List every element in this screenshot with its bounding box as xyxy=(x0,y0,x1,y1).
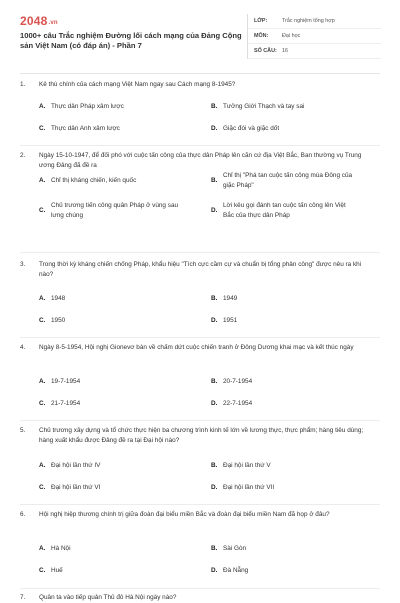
option-letter: D. xyxy=(211,125,218,132)
option-letter: D. xyxy=(211,207,218,214)
question-body: Trong thời kỳ kháng chiến chống Pháp, khẩu hiệu "Tích cực cầm cự và chuẩn bị tổng phản công" được nêu ra khi nào? xyxy=(39,261,362,278)
question-text xyxy=(20,80,380,90)
question-body: Kẻ thù chính của cách mạng Việt Nam ngay sau Cách mạng 8-1945? xyxy=(39,81,236,88)
option-text: Đà Nẵng xyxy=(223,567,249,574)
option-b[interactable] xyxy=(211,294,353,304)
meta-value: 16 xyxy=(282,48,288,54)
meta-row-subject xyxy=(248,29,381,44)
option-a[interactable] xyxy=(39,294,181,304)
option-letter: A. xyxy=(39,545,46,552)
option-text: 1951 xyxy=(223,317,238,324)
option-text: 19-7-1954 xyxy=(51,378,81,385)
option-letter: C. xyxy=(39,207,46,214)
option-letter: C. xyxy=(39,567,46,574)
meta-key: LỚP: xyxy=(254,18,268,24)
option-text: 1950 xyxy=(51,317,66,324)
question-number: 1. xyxy=(20,81,26,88)
option-text: Giặc đói và giặc dốt xyxy=(223,125,280,132)
option-c[interactable] xyxy=(39,566,181,576)
question-number: 5. xyxy=(20,427,26,434)
question-text xyxy=(20,151,380,171)
meta-key: SỐ CÂU: xyxy=(254,48,277,54)
option-letter: C. xyxy=(39,400,46,407)
option-text: Đại hội lần thứ VII xyxy=(223,484,275,491)
option-letter: B. xyxy=(211,378,218,385)
option-text: Chủ trương tiến công quân Pháp ở vùng sau lưng chúng xyxy=(51,202,179,219)
question-text xyxy=(20,426,380,446)
option-c[interactable] xyxy=(39,399,181,409)
question-divider xyxy=(20,252,380,253)
meta-table xyxy=(247,14,381,59)
option-text: Hà Nội xyxy=(51,545,71,552)
question-body: Chủ trương xây dựng và tổ chức thực hiện ba chương trình kinh tế lớn về lương thực, thực phẩm; hàng tiêu dùng; hàng xuất khẩu được Đảng đề ra tại Đại hội nào? xyxy=(39,427,364,444)
option-b[interactable] xyxy=(211,544,353,554)
question-body: Quân ta vào tiếp quản Thủ đô Hà Nội ngày nào? xyxy=(39,594,177,601)
option-text: Đại hội lần thứ V xyxy=(223,462,271,469)
question-number: 6. xyxy=(20,511,26,518)
option-b[interactable] xyxy=(211,377,353,387)
question-divider xyxy=(20,145,380,146)
document-header xyxy=(20,14,380,70)
option-b[interactable] xyxy=(211,171,353,191)
question-body: Hội nghị hiệp thương chính trị giữa đoàn đại biểu miền Bắc và đoàn đại biểu miền Nam đã họp ở đâu? xyxy=(39,511,330,518)
question-divider xyxy=(20,337,380,338)
logo-text: 2048 xyxy=(20,14,48,28)
question-number: 7. xyxy=(20,594,26,601)
option-d[interactable] xyxy=(211,124,353,134)
option-a[interactable] xyxy=(39,544,181,554)
meta-row-count xyxy=(248,44,381,59)
option-text: 20-7-1954 xyxy=(223,378,253,385)
meta-key: MÔN: xyxy=(254,33,269,39)
question-divider xyxy=(20,420,380,421)
option-letter: B. xyxy=(211,545,218,552)
option-text: 22-7-1954 xyxy=(223,400,253,407)
option-letter: C. xyxy=(39,484,46,491)
option-text: Chỉ thị "Phá tan cuộc tấn công mùa Đông của giặc Pháp" xyxy=(223,172,353,189)
option-text: Thực dân Pháp xâm lược xyxy=(51,103,124,110)
option-text: Đại hội lần thứ VI xyxy=(51,484,101,491)
option-b[interactable] xyxy=(211,102,353,112)
option-letter: D. xyxy=(211,317,218,324)
site-logo[interactable] xyxy=(20,14,58,28)
question-body: Ngày 8-5-1954, Hội nghị Gionevơ bàn về chấm dứt cuộc chiến tranh ở Đông Dương khai mạc và kết thúc ngày xyxy=(39,344,354,351)
option-letter: D. xyxy=(211,400,218,407)
question-body: Ngày 15-10-1947, để đối phó với cuộc tấn công của thực dân Pháp lên căn cứ địa Việt Bắc, Ban thường vụ Trung ương Đảng đã đề ra xyxy=(39,152,362,169)
option-letter: A. xyxy=(39,103,46,110)
option-letter: D. xyxy=(211,484,218,491)
option-text: Chỉ thị kháng chiến, kiến quốc xyxy=(51,177,137,184)
option-letter: C. xyxy=(39,125,46,132)
option-text: 1948 xyxy=(51,295,66,302)
option-d[interactable] xyxy=(211,483,353,493)
option-text: Đại hội lần thứ IV xyxy=(51,462,101,469)
question-number: 2. xyxy=(20,152,26,159)
option-c[interactable] xyxy=(39,483,181,493)
option-letter: A. xyxy=(39,462,46,469)
option-letter: A. xyxy=(39,177,46,184)
option-letter: B. xyxy=(211,103,218,110)
option-letter: B. xyxy=(211,177,218,184)
option-a[interactable] xyxy=(39,377,181,387)
option-a[interactable] xyxy=(39,171,181,191)
meta-value: Đại học xyxy=(282,33,301,39)
option-letter: A. xyxy=(39,295,46,302)
question-number: 3. xyxy=(20,261,26,268)
option-b[interactable] xyxy=(211,461,353,471)
meta-row-class xyxy=(248,14,381,29)
question-text xyxy=(20,510,380,520)
option-text: Lời kêu gọi đánh tan cuộc tấn công lên Việt Bắc của thực dân Pháp xyxy=(223,202,346,219)
question-text xyxy=(20,260,380,280)
option-text: Huế xyxy=(51,567,63,574)
option-a[interactable] xyxy=(39,461,181,471)
question-text xyxy=(20,593,380,603)
option-text: Thực dân Anh xâm lược xyxy=(51,125,120,132)
option-c[interactable] xyxy=(39,201,181,221)
option-text: Sài Gòn xyxy=(223,545,247,552)
option-letter: C. xyxy=(39,317,46,324)
option-d[interactable] xyxy=(211,566,353,576)
option-letter: D. xyxy=(211,567,218,574)
option-d[interactable] xyxy=(211,399,353,409)
option-text: Tưởng Giới Thạch và tay sai xyxy=(223,103,305,110)
option-d[interactable] xyxy=(211,201,353,221)
option-letter: A. xyxy=(39,378,46,385)
option-c[interactable] xyxy=(39,124,181,134)
question-divider xyxy=(20,588,380,589)
option-letter: B. xyxy=(211,295,218,302)
question-number: 4. xyxy=(20,344,26,351)
meta-value: Trắc nghiệm tổng hợp xyxy=(282,18,335,24)
option-d[interactable] xyxy=(211,316,353,326)
logo-suffix: .vn xyxy=(48,20,58,26)
question-text xyxy=(20,343,380,353)
option-c[interactable] xyxy=(39,316,181,326)
option-letter: B. xyxy=(211,462,218,469)
question-divider xyxy=(20,504,380,505)
option-text: 1949 xyxy=(223,295,238,302)
document-title: 1000+ câu Trắc nghiệm Đường lối cách mạng của Đảng Cộng sản Việt Nam (có đáp án) - Phần 7 xyxy=(20,31,242,50)
option-text: 21-7-1954 xyxy=(51,400,81,407)
option-a[interactable] xyxy=(39,102,181,112)
header-divider xyxy=(20,73,380,74)
